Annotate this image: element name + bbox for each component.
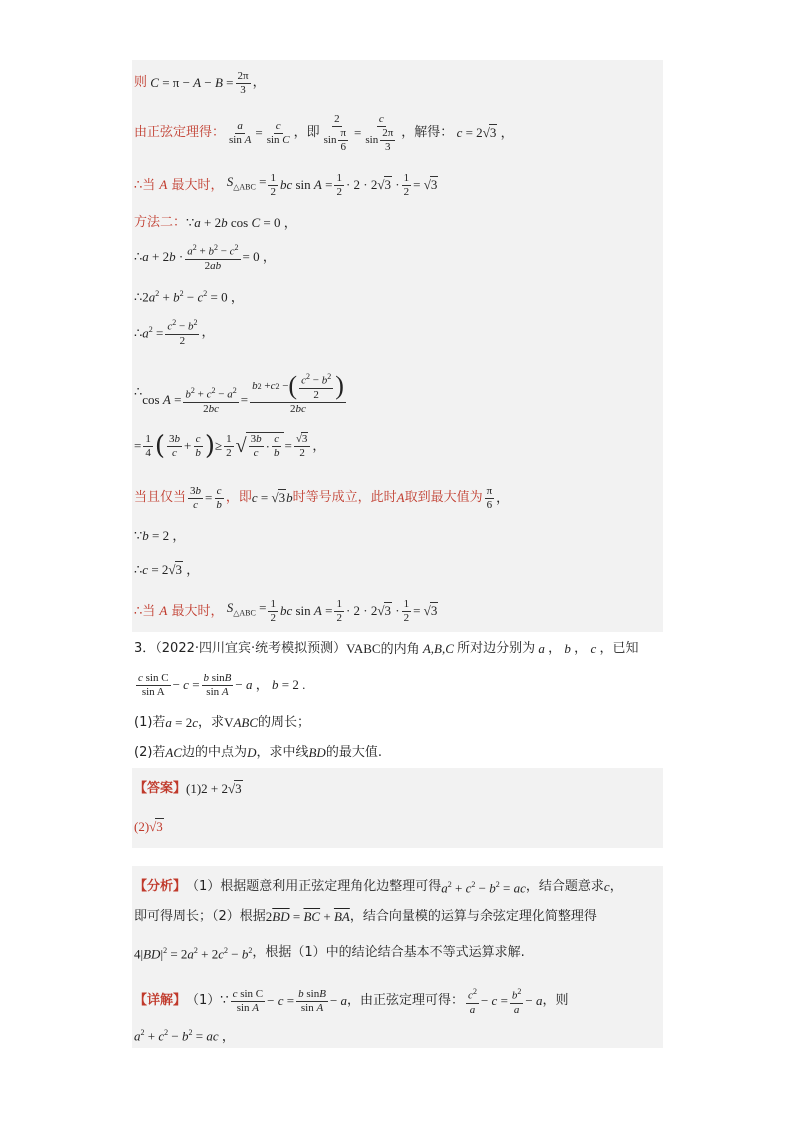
equality-mid: ，即 xyxy=(225,490,252,505)
answer-label: 【答案】 xyxy=(134,781,187,796)
method-two-equality: 当且仅当 $\frac{3b}{c}$ = $\frac{c}{b}$ ，即 c = √3b 时等号成立，此时 A 取到最大值为 $\frac{\pi}{6}$ ， xyxy=(134,484,510,511)
problem-3-header: 3．（2022·四川宜宾·统考模拟预测） VABC的内角 A,B,C 所对边分别为 a ， b ， c ，已知 xyxy=(134,641,639,656)
problem-3-condition: $\frac{\text{c sin C}}{\text{sin A}}$ − c = $\frac{\text{b sinB}}{\text{sin A}}$ − a ， b = 2 . xyxy=(138,671,306,698)
detail-label: 【详解】 xyxy=(134,993,187,1008)
analysis-line-3: $4|BD|^2 = 2a^2 + 2c^2 - b^2$ ，根据（1）中的结论结合基本不等式运算求解. xyxy=(134,945,525,962)
method-two-cos-a: ∴ cos A = $\frac{b^2 + c^2 - a^2}{2bc}$ = b 2 + c 2 − ( $\frac{c^2 - b^2}{2}$ ) 2bc xyxy=(134,371,344,415)
equality-prefix: 当且仅当 xyxy=(134,490,187,505)
answer-line-2: (2)√3 xyxy=(134,819,163,834)
solution-line-angle-c: 则 C = π − A − B = $\frac{2\pi}{3}$ ， xyxy=(134,69,266,96)
analysis-label: 【分析】 xyxy=(134,879,187,894)
sine-law-prefix: 由正弦定理得： xyxy=(134,125,226,140)
problem-3-suffix: 所对边分别为 xyxy=(457,641,536,656)
method-two-step-3: $\therefore a^2$ = $\frac{c^2 - b^2}{2}$ ， xyxy=(134,318,215,347)
method-two-b-value: ∵b = 2 ， xyxy=(134,528,186,543)
method-two-c-value: ∴c = 2√3 ， xyxy=(134,562,200,577)
sine-law-suffix: ，解得： xyxy=(401,125,454,140)
problem-3-source: 3．（2022·四川宜宾·统考模拟预测） xyxy=(134,641,347,656)
problem-3-question-2: (2)若 AC 边的中点为 D ，求中线 BD 的最大值. xyxy=(134,745,382,760)
analysis-line-2: 即可得周长；（2）根据 $2\overline{BD} = \overline{BC} + \overline{BA}$ ，结合向量模的运算与余弦定理化简整理得 xyxy=(134,909,597,924)
method-two-step-1: ∴a + 2b · $\frac{a^2 + b^2 - c^2}{2ab}$ = 0 ， xyxy=(134,243,276,272)
equality-tail: 取到最大值为 xyxy=(404,490,483,505)
detail-line-1: 【详解】 （1）∵ $\frac{\text{c sin C}}{\text{sin A}}$ − c = $\frac{\text{b sinB}}{\text{sin A}}$ − a ，由正弦定理可得： $\frac{c^2}{a}$ − c = $\frac{b^2}{a}$ − a ，则 xyxy=(134,987,569,1016)
equality-suffix: 时等号成立，此时 xyxy=(292,490,397,505)
analysis-line-1: 【分析】 （1）根据题意利用正弦定理角化边整理可得 $a^2 + c^2 - b^2$ = ac ，结合题意求 c ， xyxy=(134,879,623,896)
detail-line-2: $a^2 + c^2 - b^2$ = ac ， xyxy=(134,1028,235,1044)
problem-3-question-1: (1)若 a = 2c ，求 VABC 的周长； xyxy=(134,715,311,730)
problem-3-triangle: VABC的内角 xyxy=(346,641,420,656)
answer-line-1: 【答案】 (1)2 + 2√3 xyxy=(134,781,242,796)
method-two-step-2: $\therefore 2a^2 + b^2 - c^2 = 0$ ， xyxy=(134,289,244,305)
method-two-inequality: = $\frac{1}{4}$ ( $\frac{3b}{c}$ + $\frac{c}{b}$ ) ≥ $\frac{1}{2}$ √ $\frac{3b}{c}$ · $\frac{c}{b}$ = $\frac{√3}{2}$ ， xyxy=(134,431,326,461)
solution-line-area-1: ∴当 A 最大时， $S_{\triangle ABC}$ = $\frac{1}{2}$ bc sin A = $\frac{1}{2}$ · 2 · 2√3 · $\frac{1}{2}$ = √3 xyxy=(134,171,438,198)
sine-law-mid: ，即 xyxy=(293,125,320,140)
method-two-line: 方法二： ∵a + 2b cos C = 0 ， xyxy=(134,215,297,230)
solution-line-sine-law: 由正弦定理得： $\frac{a}{\text{sin A}}$ = $\frac{c}{\text{sin C}}$ ，即 2 sin $\frac{\pi}{6}$ = c sin $\frac{2\pi}{3}$ ，解得： c = 2√3 ， xyxy=(134,112,514,153)
solution-line-area-2: ∴当 A 最大时， $S_{\triangle ABC}$ = $\frac{1}{2}$ bc sin A = $\frac{1}{2}$ · 2 · 2√3 · $\frac{1}{2}$ = √3 xyxy=(134,597,438,624)
problem-3-end: ，已知 xyxy=(599,641,639,656)
